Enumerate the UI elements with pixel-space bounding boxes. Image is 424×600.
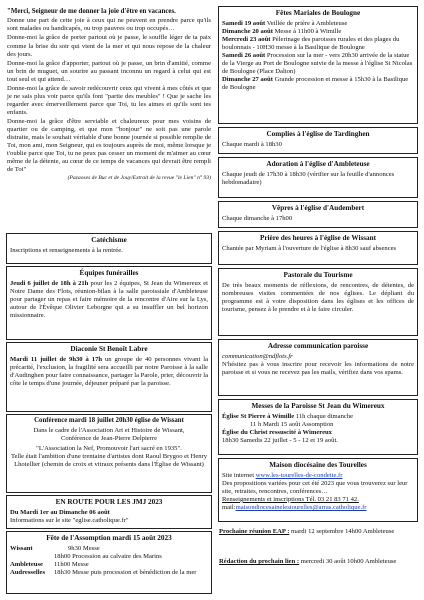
conference-box bbox=[6, 414, 212, 493]
tourisme-title: Pastorale du Tourisme bbox=[283, 271, 353, 279]
conference-line2: Conférence de Jean-Pierre Delpierre bbox=[60, 435, 158, 443]
fetes-box bbox=[218, 6, 418, 124]
assomption-place bbox=[10, 553, 54, 561]
priere-text: Chantée par Myriam à l'ouverture de l'église à 8h30 sauf absences bbox=[222, 244, 397, 252]
fetes-item bbox=[222, 76, 414, 92]
maison-site-label: Site internet bbox=[222, 471, 256, 479]
assomption-row bbox=[10, 553, 208, 561]
fetes-text: Messe à 11h00 à Wimille bbox=[272, 27, 342, 35]
tardinghen-box bbox=[218, 127, 418, 154]
maison-mail-label: mail: bbox=[222, 503, 236, 511]
diaconie-box bbox=[6, 342, 212, 412]
maison-text: Des propositions variées pour cet été 2023 que vous trouverez sur leur site, retraites, rencontres, conférences… bbox=[222, 479, 408, 495]
priere-title: Prière des heures à l'église de Wissant bbox=[259, 234, 377, 242]
prayer-line: "Merci, Seigneur de me donner la joie d'être en vacances. bbox=[7, 8, 176, 15]
fetes-date: Dimanche 20 août bbox=[222, 27, 273, 35]
tardinghen-title: Complies à l'église de Tardinghen bbox=[266, 130, 370, 138]
maison-mail-link[interactable]: maisondiocesainelestourelles@arras.catholique.fr bbox=[235, 503, 367, 511]
adoration-title: Adoration à l'église d'Ambleteuse bbox=[266, 160, 370, 168]
priere-box bbox=[218, 231, 418, 265]
prayer-credit: (Pazaoses de Buc et de Jouy/Extrait de la revue "le Lien" n° 93) bbox=[67, 175, 211, 182]
funeral-text: pour les 2 équipes, St Jean du Wimereux et Notre Dame des Flots, réunion-bilan à la salle paroissiale d'Ambleteuse pour partager un repas et faire mémoire de la rencontre d'Aire sur la Lys, autour de l'Évêque Olivier Leborgne qui a su insuffler un bel horizon missionnaire. bbox=[10, 279, 208, 319]
redaction-label: Rédaction du prochain lien : bbox=[219, 558, 300, 565]
vepres-title: Vêpres à l'église d'Audembert bbox=[271, 204, 365, 212]
redaction-text: mercredi 30 août 10h00 Ambleteuse bbox=[299, 558, 397, 565]
prochaine-text: mardi 12 septembre 14h00 Ambleteuse bbox=[289, 528, 395, 535]
assomption-row bbox=[10, 545, 208, 553]
conference-line3: Telle était l'ambition d'une trentaine d'artistes dont Raoul Brygoo et Henry Lhotellier (chemin de croix et vitraux présents dans l'Église de Wissant) bbox=[10, 453, 208, 469]
prayer-line: Donne une part de cette joie à ceux qui ne peuvent en prendre parce qu'ils sont malades ou handicapés, ou trop pauvres ou trop occupés… bbox=[7, 17, 211, 33]
jmj-box bbox=[6, 495, 212, 529]
maison-site-link[interactable]: www.les-tourelles-de-condette.fr bbox=[255, 471, 343, 479]
conference-quote: "L'Association la Nef, Promouvoir l'art sacré en 1935". bbox=[36, 445, 182, 453]
fetes-text: Pèlerinage des paroisses rurales et des plages du boulonnais - 10H30 messe à la Basilique de Boulogne bbox=[222, 35, 400, 51]
assomption-box bbox=[6, 531, 212, 594]
messes-box bbox=[218, 399, 418, 455]
maison-title: Maison diocésaine des Tourelles bbox=[269, 461, 367, 469]
conference-title: Conférence mardi 18 juillet 20h30 église de Wissant bbox=[34, 417, 184, 424]
fetes-text: Veillée de prière à Ambleteuse bbox=[265, 19, 348, 27]
messes-church1: Église St Pierre à Wimille bbox=[222, 412, 295, 420]
prochaine-box bbox=[218, 526, 418, 552]
fetes-text: Procession sur la mer - vers 20h30 arrivée de la statue de la Vierge au Port de Boulogne suivie de la messe à l'église St Nicolas de Boulogne (Place Dalton) bbox=[222, 51, 413, 75]
maison-box bbox=[218, 458, 418, 522]
funeral-title: Équipes funérailles bbox=[79, 269, 139, 277]
fetes-title: Fêtes Mariales de Boulogne bbox=[275, 9, 361, 17]
fetes-item bbox=[222, 28, 414, 36]
assomption-text: 18h30 Messe puis procession et bénédiction de la mer bbox=[54, 568, 197, 576]
fetes-item bbox=[222, 36, 414, 52]
catechisme-title: Catéchisme bbox=[91, 236, 127, 244]
adresse-box bbox=[218, 339, 418, 396]
conference-line1: Dans le cadre de l'Association Art et Histoire de Wissant, bbox=[33, 427, 185, 435]
fetes-text: Grande procession et messe à 15h30 à la Basilique de Boulogne bbox=[222, 76, 409, 92]
assomption-place: Audresselles bbox=[10, 568, 46, 576]
assomption-text: 11h00 Messe bbox=[54, 560, 89, 568]
diaconie-text: un groupe de 40 personnes vivant la précarité, l'exclusion, la fragilité sera accueilli par notre Paroisse à la salle d'Audinghen pour faire connaissance, partager la Parole, prier, découvrir la côte le temps d'une journée, déjeuner préparé par la paroisse. bbox=[10, 355, 208, 387]
catechisme-text: Inscriptions et renseignements à la rentrée. bbox=[10, 246, 123, 254]
assomption-row bbox=[10, 561, 208, 569]
fetes-date: Dimanche 27 août bbox=[222, 76, 273, 83]
diaconie-title: Diaconie St Benoît Labre bbox=[70, 345, 148, 353]
prayer-line: Donne-moi la grâce de porter partout où je passe, le souffle léger de ta paix comme la brise du soir qui vient de la mer et qui nous repose de la chaleur des jours. bbox=[7, 34, 211, 58]
maison-contact: Renseignements et inscriptions Tél. 03 21 83 71 42. bbox=[222, 495, 359, 503]
catechisme-box bbox=[6, 233, 212, 264]
prochaine-label: Prochaine réunion EAP : bbox=[219, 528, 290, 535]
assomption-row bbox=[10, 569, 208, 577]
fetes-item bbox=[222, 52, 414, 76]
funeral-date: Jeudi 6 juillet de 18h à 21h bbox=[10, 279, 89, 287]
messes-church2: Église du Christ ressuscité à Wimereux bbox=[222, 428, 332, 436]
funeral-box bbox=[6, 266, 212, 340]
adoration-box bbox=[218, 157, 418, 198]
vepres-box bbox=[218, 201, 418, 228]
tourisme-box bbox=[218, 268, 418, 336]
vepres-text: Chaque dimanche à 17h00 bbox=[222, 214, 293, 222]
prayer-box bbox=[6, 6, 212, 231]
prayer-line: Donne-moi la grâce d'apporter, partout où je passe, un brin d'amitié, comme un brin de muguet, un sourire au passant inconnu un regard à celui qui est tout seul et qui attend… bbox=[7, 59, 211, 83]
adresse-email[interactable]: communication@ndflots.fr bbox=[222, 352, 293, 360]
diaconie-date: Mardi 11 juillet de 9h30 à 17h bbox=[10, 355, 103, 363]
fetes-date: Samedi 19 août bbox=[222, 19, 266, 27]
assomption-place: Ambleteuse bbox=[10, 560, 43, 568]
assomption-title: Fête de l'Assomption mardi 15 août 2023 bbox=[46, 534, 172, 542]
tardinghen-text: Chaque mardi à 18h30 bbox=[222, 140, 282, 148]
assomption-text: 18h00 Procession au calvaire des Marins bbox=[54, 552, 162, 560]
messes-church1-extra: 11 h Mardi 15 août Assomption bbox=[250, 420, 334, 428]
messes-church1-time: 11h chaque dimanche bbox=[294, 412, 354, 420]
messes-church2-time: 18h30 Samedis 22 juillet - 5 - 12 et 19 août. bbox=[222, 436, 338, 444]
fetes-date: Samedi 26 août bbox=[222, 51, 266, 59]
jmj-dates: Du Mardi 1er au Dimanche 06 août bbox=[10, 508, 110, 516]
fetes-item bbox=[222, 20, 414, 28]
jmj-title: EN ROUTE POUR LES JMJ 2023 bbox=[55, 498, 163, 506]
prayer-line: Donne-moi la grâce d'être serviable et chaleureux pour mes voisins de quartier ou de camping, et que mon "bonjour" ne soit pas une parole distraite, mais le souhait véritable d'une bonne journée si possible remplie de Toi, mon ami, mon Seigneur, qui es toujours auprès de moi, même lorsque je t'oublie parce que Toi, tu ne peux pas cesser un moment de m'aimer au cœur même de la détente, au cœur de ce temps de vacances qui devrait être rempli de Toi" bbox=[7, 117, 211, 173]
adresse-text: N'hésitez pas à vous inscrire pour recevoir les informations de notre paroisse et si vous ne recevez pas les mails, vérifiez dans vos spams. bbox=[222, 360, 414, 376]
assomption-text: 9h30 Messe bbox=[68, 544, 100, 552]
assomption-place: Wissant bbox=[10, 544, 33, 552]
messes-title: Messes de la Paroisse St Jean du Wimereux bbox=[251, 402, 385, 410]
prayer-line: Donne-moi la grâce de savoir redécouvrir ceux qui vivent à mes côtés et que je ne sais plus voir parce qu'ils font "partie des meubles" ! Que je sache les regarder avec émerveillement parce que Toi, tu les aimes et qu'ils sont tes enfants. bbox=[7, 84, 211, 116]
jmj-info: Informations sur le site "eglise.catholique.fr" bbox=[10, 516, 129, 524]
redaction-box bbox=[218, 556, 418, 582]
tourisme-text: De très beaux moments de réflexions, de rencontres, de détentes, de nombreuses visites commentées de nos églises. Le dépliant du programme est à votre disposition dans les églises et les offices de tourisme, pensez à le prendre et à le faire circuler. bbox=[222, 281, 414, 313]
fetes-date: Mercredi 23 août bbox=[222, 35, 271, 43]
adresse-title: Adresse communication paroisse bbox=[267, 342, 369, 350]
adoration-text: Chaque jeudi de 17h30 à 18h30 (vérifier sur la feuille d'annonces hebdomadaire) bbox=[222, 170, 395, 186]
